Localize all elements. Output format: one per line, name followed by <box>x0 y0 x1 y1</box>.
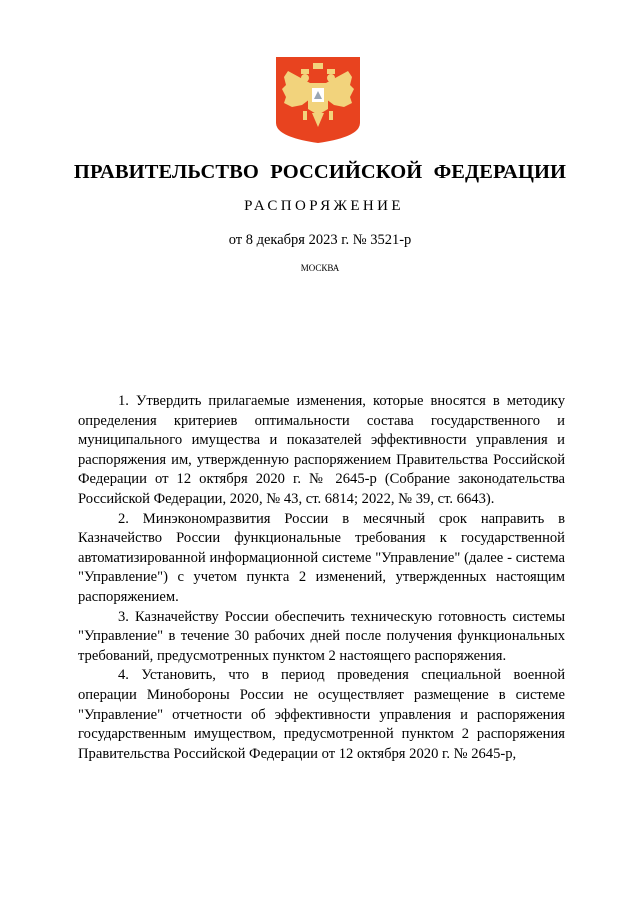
government-title: ПРАВИТЕЛЬСТВО РОССИЙСКОЙ ФЕДЕРАЦИИ <box>73 161 567 183</box>
document-body <box>78 392 565 764</box>
coat-of-arms-emblem <box>276 57 360 143</box>
double-headed-eagle-icon <box>276 57 360 143</box>
paragraph-2: 2. Минэкономразвития России в месячный срок направить в Казначейство России функциональные требования к государственной автоматизированной информационной системе "Управление" (далее - система "Управление") с учетом пункта 2 изменений, утвержденных настоящим распоряжением. <box>78 510 565 605</box>
document-city: МОСКВА <box>300 263 340 273</box>
paragraph-1: 1. Утвердить прилагаемые изменения, которые вносятся в методику определения критериев оптимальности состава государственного и муниципального имущества и показателей эффективности управления и распоряжения им, утвержденную распоряжением Правительства Российской Федерации от 12 октября 2020 г. № 2645-р (Собрание законодательства Российской Федерации, 2020, № 43, ст. 6814; 2022, № 39, ст. 6643). <box>78 393 565 507</box>
paragraph-3: 3. Казначейству России обеспечить техническую готовность системы "Управление" в течение 30 рабочих дней после получения функциональных требований, предусмотренных пунктом 2 настоящего распоряжения. <box>78 608 565 664</box>
document-date-number: от 8 декабря 2023 г. № 3521-р <box>228 232 412 248</box>
paragraph-4: 4. Установить, что в период проведения специальной военной операции Минобороны России не осуществляет размещение в системе "Управление" отчетности об эффективности управления и распоряжения государственным имуществом, предусмотренной пунктом 2 распоряжения Правительства Российской Федерации от 12 октября 2020 г. № 2645-р, <box>78 667 565 762</box>
document-type: РАСПОРЯЖЕНИЕ <box>244 198 404 214</box>
